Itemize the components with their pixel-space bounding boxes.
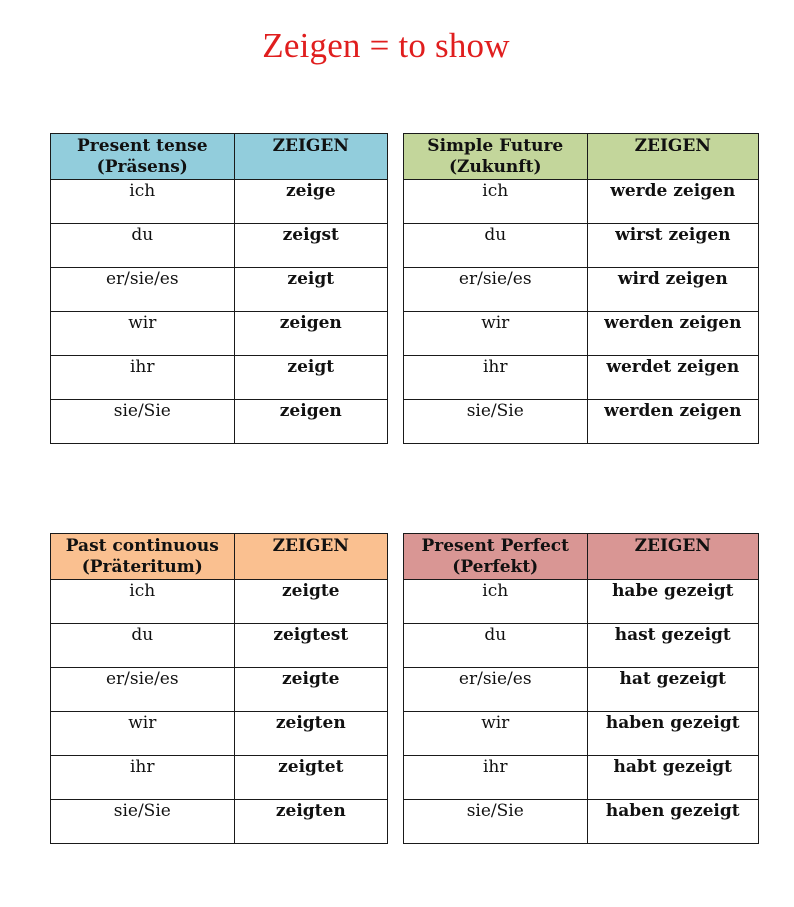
pronoun-cell: sie/Sie <box>51 800 235 844</box>
pronoun-cell: wir <box>51 712 235 756</box>
pronoun-cell: wir <box>404 312 588 356</box>
table-row <box>51 180 388 224</box>
pronoun-cell: ihr <box>51 756 235 800</box>
pronoun-cell: du <box>404 224 588 268</box>
tense-german-name: (Präteritum) <box>81 557 203 577</box>
table-row <box>51 668 388 712</box>
pronoun-cell: sie/Sie <box>51 400 235 444</box>
table-row <box>404 668 759 712</box>
table-row <box>51 580 388 624</box>
tense-german-name: (Perfekt) <box>452 557 539 577</box>
table-row <box>404 712 759 756</box>
tense-name: Simple Future <box>427 136 564 156</box>
table-header-row <box>51 134 388 180</box>
verb-form-cell: hat gezeigt <box>587 668 758 712</box>
verb-header: ZEIGEN <box>587 134 758 180</box>
table-row <box>404 224 759 268</box>
table-row <box>404 180 759 224</box>
pronoun-cell: du <box>404 624 588 668</box>
table-row <box>51 400 388 444</box>
verb-header: ZEIGEN <box>234 134 387 180</box>
table-row <box>404 624 759 668</box>
tense-header <box>404 134 588 180</box>
pronoun-cell: wir <box>51 312 235 356</box>
verb-form-cell: zeige <box>234 180 387 224</box>
table-row <box>404 312 759 356</box>
pronoun-cell: du <box>51 224 235 268</box>
table-row <box>404 800 759 844</box>
pronoun-cell: sie/Sie <box>404 800 588 844</box>
tense-name: Present Perfect <box>421 536 570 556</box>
pronoun-cell: sie/Sie <box>404 400 588 444</box>
verb-form-cell: habe gezeigt <box>587 580 758 624</box>
table-row <box>404 756 759 800</box>
pronoun-cell: er/sie/es <box>404 268 588 312</box>
pronoun-cell: ich <box>404 180 588 224</box>
pronoun-cell: er/sie/es <box>51 668 235 712</box>
table-row <box>51 224 388 268</box>
pronoun-cell: wir <box>404 712 588 756</box>
verb-form-cell: zeigst <box>234 224 387 268</box>
verb-form-cell: zeigten <box>234 800 387 844</box>
verb-header: ZEIGEN <box>234 534 387 580</box>
tense-header <box>51 134 235 180</box>
table-row <box>404 356 759 400</box>
simple-future-table <box>403 133 759 444</box>
verb-form-cell: zeigten <box>234 712 387 756</box>
verb-form-cell: werden zeigen <box>587 312 758 356</box>
table-row <box>51 756 388 800</box>
verb-form-cell: zeigte <box>234 580 387 624</box>
verb-header: ZEIGEN <box>587 534 758 580</box>
pronoun-cell: er/sie/es <box>51 268 235 312</box>
pronoun-cell: er/sie/es <box>404 668 588 712</box>
table-row <box>404 580 759 624</box>
page-title: Zeigen = to show <box>262 26 510 65</box>
verb-form-cell: werde zeigen <box>587 180 758 224</box>
verb-form-cell: haben gezeigt <box>587 800 758 844</box>
verb-form-cell: zeigtest <box>234 624 387 668</box>
pronoun-cell: ihr <box>404 756 588 800</box>
verb-form-cell: zeigen <box>234 400 387 444</box>
table-row <box>404 268 759 312</box>
table-row <box>51 800 388 844</box>
tense-header <box>51 534 235 580</box>
tense-german-name: (Präsens) <box>96 157 188 177</box>
pronoun-cell: ich <box>51 580 235 624</box>
verb-form-cell: werden zeigen <box>587 400 758 444</box>
table-row <box>51 312 388 356</box>
verb-form-cell: zeigt <box>234 268 387 312</box>
table-row <box>51 268 388 312</box>
table-row <box>51 712 388 756</box>
verb-form-cell: zeigtet <box>234 756 387 800</box>
present-perfect-table <box>403 533 759 844</box>
verb-form-cell: habt gezeigt <box>587 756 758 800</box>
table-header-row <box>404 134 759 180</box>
verb-form-cell: zeigen <box>234 312 387 356</box>
table-row <box>404 400 759 444</box>
verb-form-cell: wirst zeigen <box>587 224 758 268</box>
verb-form-cell: werdet zeigen <box>587 356 758 400</box>
tense-german-name: (Zukunft) <box>448 157 542 177</box>
tense-name: Past continuous <box>65 536 219 556</box>
table-row <box>51 624 388 668</box>
verb-form-cell: wird zeigen <box>587 268 758 312</box>
pronoun-cell: ich <box>404 580 588 624</box>
table-header-row <box>51 534 388 580</box>
pronoun-cell: ihr <box>51 356 235 400</box>
verb-form-cell: zeigt <box>234 356 387 400</box>
tense-header <box>404 534 588 580</box>
pronoun-cell: du <box>51 624 235 668</box>
pronoun-cell: ihr <box>404 356 588 400</box>
pronoun-cell: ich <box>51 180 235 224</box>
verb-form-cell: hast gezeigt <box>587 624 758 668</box>
present-tense-table <box>50 133 388 444</box>
past-continuous-table <box>50 533 388 844</box>
table-row <box>51 356 388 400</box>
table-header-row <box>404 534 759 580</box>
tense-name: Present tense <box>77 136 208 156</box>
verb-form-cell: zeigte <box>234 668 387 712</box>
verb-form-cell: haben gezeigt <box>587 712 758 756</box>
